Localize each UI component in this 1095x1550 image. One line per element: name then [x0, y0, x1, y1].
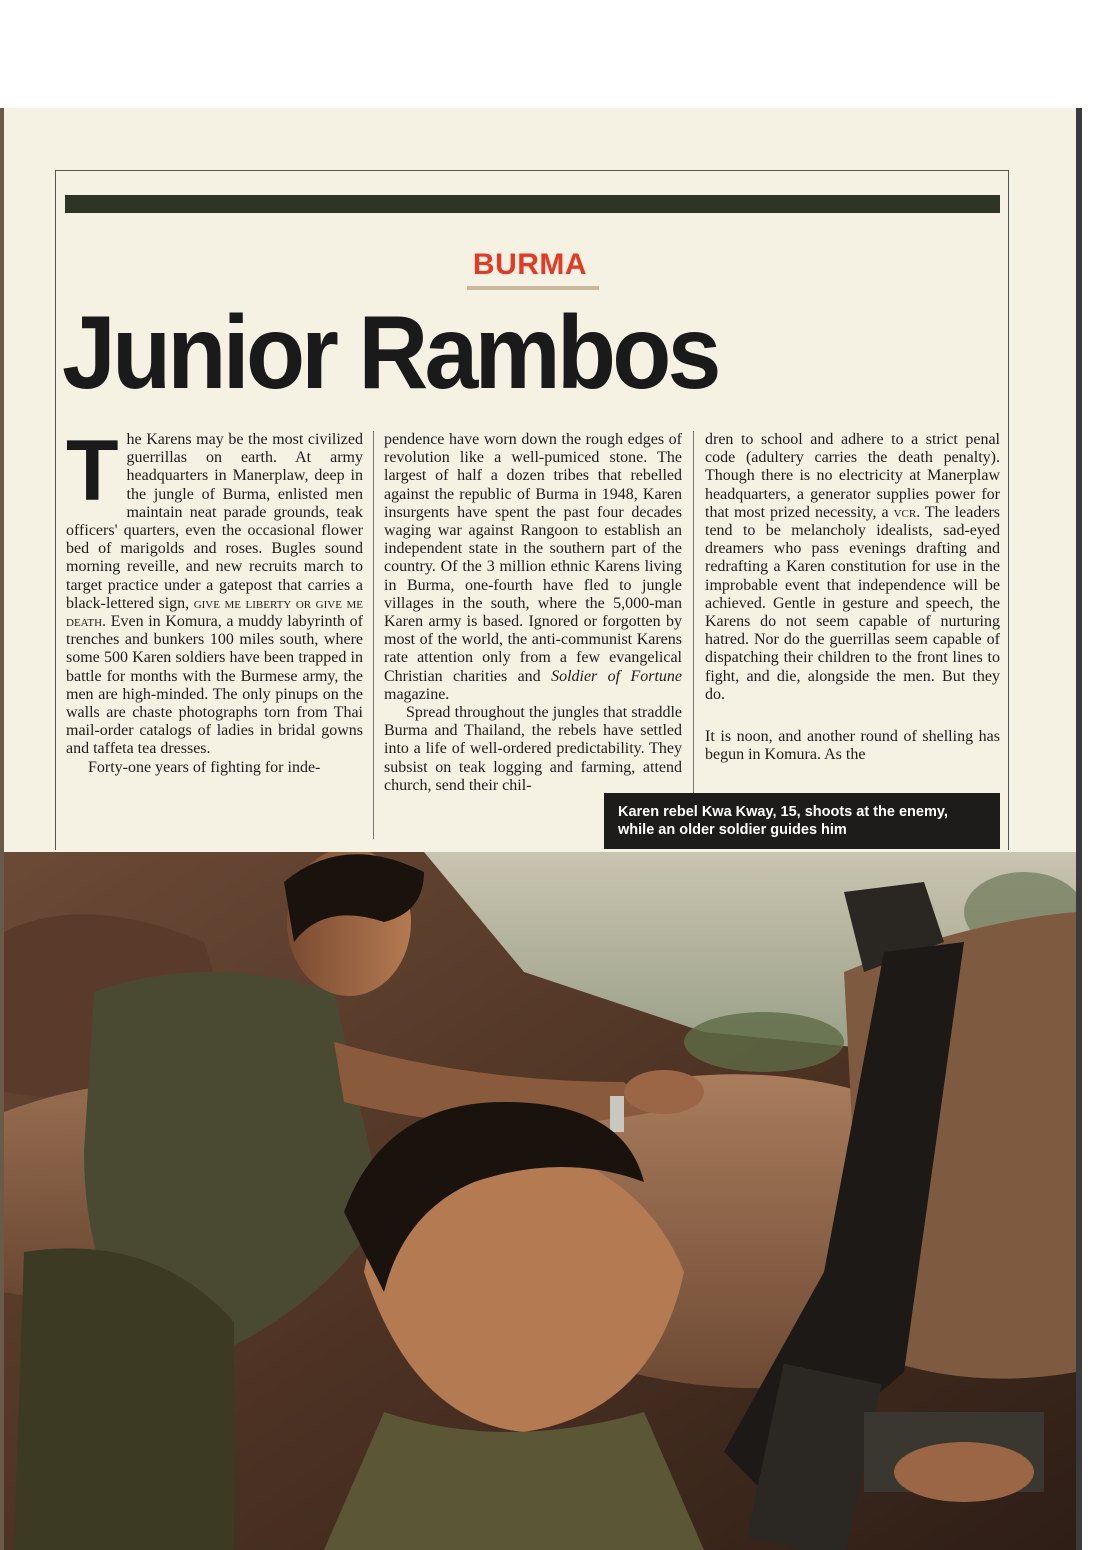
col3-p1-rest: The leaders tend to be melancholy idealists, sad-eyed dreamers who pass evenings drafting and redrafting a Karen constitution for use in the improbable event that independence will be achieved. Gentle in gesture and speech, the Karens do not seem capable of nurturing hatred. Nor do the guerrillas seem capable of dispatching their children to the front lines to fight, and die, alongside the men. But they do. [705, 503, 1000, 703]
gatepost-sign-text: give me liberty or give me death. [66, 594, 363, 631]
article-column-3 [705, 431, 1000, 839]
caption-line-2: while an older soldier guides him [618, 822, 847, 838]
headline: Junior Rambos [62, 295, 718, 411]
article-column-2 [384, 431, 682, 839]
frame-rule-left [55, 170, 56, 850]
col1-paragraph-2: Forty-one years of fighting for inde- [88, 758, 321, 776]
soldiers-photo-illustration [4, 852, 1076, 1550]
column-rule [373, 431, 374, 839]
col1-p1-rest: Even in Komura, a muddy labyrinth of trenches and bunkers 100 miles south, where some 500 Karen soldiers have been trapped in battle for months with the Burmese army, the men are high-minded. The only pinups on the walls are chaste photographs torn from Thai mail-order catalogs of ladies in bridal gowns and taffeta tea dresses. [66, 613, 363, 758]
col2-p1-end: magazine. [384, 685, 450, 703]
col3-p1-lead: dren to school and adhere to a strict penal code (adultery carries the death penalty). Though there is no electricity at Manerplaw headquarters, a generator supplies power for that most prized necessity, a [705, 431, 1000, 521]
header-bar [65, 195, 1000, 213]
col2-paragraph-1 [384, 431, 682, 704]
foliage [684, 1012, 844, 1072]
young-soldier-hand [894, 1442, 1034, 1502]
magazine-title: Soldier of Fortune [551, 667, 682, 685]
young-soldier-shirt [324, 1412, 704, 1550]
col3-paragraph-2: It is noon, and another round of shelling has begun in Komura. As the [705, 728, 1000, 764]
older-soldier-hand [624, 1070, 704, 1114]
section-label: BURMA [472, 248, 588, 281]
caption-line-1: Karen rebel Kwa Kway, 15, shoots at the enemy, [618, 804, 948, 820]
soldiers-photo [4, 852, 1076, 1550]
photo-caption [604, 793, 1000, 849]
col2-p1-lead: pendence have worn down the rough edges of revolution like a well-pumiced stone. The largest of half a dozen tribes that rebelled against the republic of Burma in 1948, Karen insurgents have spent the past four decades waging war against Rangoon to establish an independent state in the southern part of the country. Of the 3 million ethnic Karens living in Burma, one-fourth have fled to jungle villages in the south, where the 5,000-man Karen army is based. Ignored or forgotten by most of the world, the anti-communist Karens rate attention only from a few evangelical Christian charities and [384, 431, 682, 685]
col1-paragraph-1 [66, 431, 363, 759]
frame-rule-top [55, 170, 1008, 171]
col2-paragraph-2: Spread throughout the jungles that straddle Burma and Thailand, the rebels have settled into a life of well-ordered predictability. They subsist on teak logging and farming, attend church, send their chil- [384, 704, 682, 794]
column-rule [693, 431, 694, 839]
frame-rule-right [1008, 170, 1009, 850]
col1-p1-lead: he Karens may be the most civilized guerrillas on earth. At army headquarters in Manerplaw, deep in the jungle of Burma, enlisted men maintain neat parade grounds, teak officers' quarters, even the occasional flower bed of marigolds and roses. Bugles sound morning reveille, and new recruits march to target practice under a gatepost that carries a black-lettered sign, [66, 431, 363, 612]
section-break [705, 704, 1000, 728]
older-soldier-sarong [14, 1248, 234, 1550]
col3-paragraph-1 [705, 431, 1000, 704]
drop-cap: T [66, 431, 119, 519]
article-column-1 [66, 431, 363, 839]
page-right-edge [1076, 108, 1082, 1550]
vcr-text: vcr. [893, 503, 921, 521]
section-underline [467, 286, 599, 290]
wristwatch [610, 1096, 624, 1132]
